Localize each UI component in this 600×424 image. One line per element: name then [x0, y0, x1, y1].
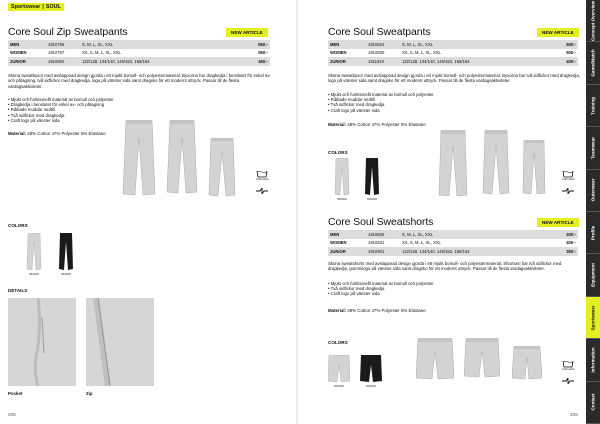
- product-description: Sköna sweatbyxor med avslappnad design gjorda i ett mjukt bomull- och polyestermaterial. Byxorna har två sidfickor med dragkedja, logo på vänster sida samt dragsko för ett modernt uttryck. Passar till de flesta vardagsaktiviteter.: [328, 73, 580, 84]
- price: 550:-: [239, 40, 270, 49]
- price: 450:-: [239, 57, 270, 66]
- size-group: MEN: [328, 40, 366, 49]
- sweatpants-grey-image: [166, 120, 198, 196]
- size-table: [8, 40, 270, 66]
- feature-item: • Mjukt och funktionellt material av bomull och polyester: [328, 92, 434, 97]
- product-image-junior: [208, 138, 236, 198]
- tab-teamwear[interactable]: [586, 127, 600, 169]
- price: 550:-: [258, 50, 268, 56]
- tab-outerwear[interactable]: [586, 170, 600, 212]
- article-number: 1910902: [46, 57, 80, 66]
- care-icon: [256, 170, 268, 181]
- size-range: S, M, L, XL, XXL: [400, 40, 549, 49]
- size-row: [328, 57, 578, 66]
- article-number: 1910624: [366, 40, 400, 49]
- product-title: Core Soul Sweatshorts: [328, 216, 434, 228]
- size-row: [328, 247, 578, 256]
- article-number: 1911910: [366, 57, 400, 66]
- size-group: WOMEN: [10, 50, 27, 56]
- product-description: Sköna sweatshorts med avslappnad design gjorda i ett mjukt bomull- och polyestermaterial. Shortsen har två sidfickor med dragkedja, gummilogo på vänster sida samt dragsko för ett modernt uttryck. Passar till de flesta vardagsaktiviteter.: [328, 261, 562, 272]
- sweatpants-grey-thumb: [334, 158, 350, 196]
- color-swatch-grey: [334, 158, 350, 201]
- color-swatch-black: [58, 233, 74, 276]
- tab-label: Sportswear: [590, 305, 596, 331]
- feature-item: • Mjukt och funktionellt material av bomull och polyester: [328, 281, 434, 286]
- craft-logo-icon: [256, 188, 268, 194]
- detail-image-pocket: [8, 298, 76, 386]
- feature-item: • Två sidfickor med dragkedja: [328, 286, 385, 292]
- material-info: [8, 131, 108, 136]
- craft-logo: [256, 188, 268, 194]
- color-code: 999000: [366, 197, 377, 201]
- size-row: [328, 230, 578, 239]
- feature-item: • Ribbade muddar nedtill: [8, 107, 55, 113]
- header-category: Sportswear: [11, 4, 41, 10]
- size-range: 122/128, 134/140, 146/152, 158/164: [400, 247, 549, 256]
- color-code: 999000: [60, 272, 71, 276]
- care-icon: [562, 170, 574, 181]
- pocket-detail-image: [8, 298, 76, 386]
- size-range: S, M, L, XL, XXL: [80, 40, 239, 49]
- color-code: 999000: [365, 384, 376, 388]
- tab-label: Outerwear: [590, 178, 596, 202]
- material-value: 48% Cotton 47% Polyester 5% Elastane: [347, 122, 426, 127]
- feature-item: • Craft logo på vänster sida: [8, 117, 60, 123]
- product-image-women: [482, 130, 510, 196]
- craft-logo-icon: [562, 188, 574, 194]
- tab-label: Game/Match: [590, 49, 596, 77]
- material-label: Material:: [8, 131, 27, 136]
- size-group: JUNIOR: [328, 57, 366, 66]
- sweatshorts-grey-image: [512, 346, 542, 380]
- product-image-women: [464, 338, 500, 378]
- article-number: 1910901: [366, 247, 400, 256]
- craft-logo-icon: [562, 378, 574, 384]
- feature-list: [8, 97, 128, 123]
- color-code: 950000: [336, 197, 347, 201]
- size-range: XS, S, M, L, XL, XXL: [82, 50, 121, 56]
- sweatpants-grey-image: [438, 130, 468, 198]
- craft-logo: [562, 188, 574, 194]
- product-image-junior: [512, 346, 542, 380]
- size-row: [328, 40, 578, 49]
- product-image-men: [438, 130, 468, 198]
- article-number: 1910767: [48, 50, 65, 56]
- article-number: 1910625: [366, 230, 400, 239]
- tab-sportswear[interactable]: [586, 297, 600, 339]
- size-range: XS, S, M, L, XL, XXL: [402, 50, 441, 56]
- price: 350:-: [549, 247, 578, 256]
- sweatpants-grey-thumb: [26, 233, 42, 271]
- tab-training[interactable]: [586, 85, 600, 127]
- material-value: 48% Cotton 47% Polyester 5% Elastane: [27, 131, 106, 136]
- tab-concept-overview[interactable]: [586, 0, 600, 42]
- product-image-junior: [522, 140, 546, 196]
- size-row: [8, 49, 270, 58]
- sweatshorts-black-thumb: [360, 355, 382, 383]
- product-image-men: [416, 338, 454, 380]
- article-number: 1910631: [368, 240, 385, 246]
- care-label: Craft wash: [562, 178, 575, 181]
- article-number: 1910630: [368, 50, 385, 56]
- price: 400:-: [549, 57, 578, 66]
- section-header: [8, 3, 64, 11]
- size-range: S, M, L, XL, XXL: [400, 230, 549, 239]
- size-row: [328, 49, 578, 58]
- section-tab-index: [586, 0, 600, 424]
- material-label: Material:: [328, 308, 347, 313]
- product-image-women: [166, 120, 198, 196]
- color-code: 950000: [28, 272, 39, 276]
- size-group: WOMEN: [330, 240, 347, 246]
- tab-profile[interactable]: [586, 212, 600, 254]
- size-row: [8, 40, 270, 49]
- header-separator: |: [42, 4, 44, 10]
- sweatpants-grey-image: [522, 140, 546, 196]
- detail-image-zip: [86, 298, 154, 386]
- product-image-men: [122, 120, 156, 198]
- care-label: Craft wash: [256, 178, 269, 181]
- sweatshorts-grey-image: [464, 338, 500, 378]
- feature-item: • Dragkedja i benslutet för enkel av- och påtagning: [8, 102, 105, 108]
- zip-detail-image: [86, 298, 154, 386]
- size-table: [328, 230, 578, 256]
- feature-list: [328, 92, 468, 113]
- size-group: WOMEN: [330, 50, 347, 56]
- feature-item: • Ribbade muddar nedtill: [328, 97, 375, 103]
- detail-caption: Zip: [86, 391, 93, 396]
- care-label: Craft wash: [562, 368, 575, 371]
- sweatshorts-grey-thumb: [328, 355, 350, 383]
- size-group: MEN: [328, 230, 366, 239]
- article-number: 1910766: [46, 40, 80, 49]
- sweatshorts-grey-image: [416, 338, 454, 380]
- wash-icon: [562, 360, 574, 368]
- size-table: [328, 40, 578, 66]
- header-subcategory: SOUL: [45, 4, 61, 10]
- color-code: 950000: [333, 384, 344, 388]
- care-icon: [562, 360, 574, 371]
- feature-item: • Craft logo på vänster sida: [328, 291, 380, 297]
- new-article-badge: NEW ARTICLE: [226, 28, 268, 37]
- wash-icon: [256, 170, 268, 178]
- page-number: 208: [8, 412, 16, 417]
- material-label: Material:: [328, 122, 347, 127]
- product-description: Sköna sweatbyxor med avslappnad design gjorda i ett mjukt bomull- och polyestermaterial. Byxorna har dragkedja i benslutet för enkel av- och påtagning, två sidfickor med dragkedja, logo på vänster sida samt dragsko för ett modernt uttryck. Passar till de flesta vardagsaktiviteter.: [8, 73, 271, 89]
- size-group: MEN: [8, 40, 46, 49]
- price: 400:-: [566, 240, 576, 246]
- feature-item: • Craft logo på vänster sida: [328, 107, 380, 113]
- right-page: [300, 0, 600, 424]
- size-row: [8, 57, 270, 66]
- product-title: Core Soul Zip Sweatpants: [8, 26, 128, 38]
- tab-equipment[interactable]: [586, 254, 600, 296]
- new-article-badge: NEW ARTICLE: [537, 218, 579, 227]
- tab-information[interactable]: [586, 339, 600, 381]
- new-article-badge: NEW ARTICLE: [537, 28, 579, 37]
- craft-logo: [562, 378, 574, 384]
- feature-item: • Två sidfickor med dragkedja: [328, 102, 385, 108]
- detail-caption: Pocket: [8, 391, 23, 396]
- color-swatch-black: [364, 158, 380, 201]
- colors-heading: COLORS: [328, 150, 348, 155]
- product-title: Core Soul Sweatpants: [328, 26, 431, 38]
- tab-contact[interactable]: [586, 382, 600, 424]
- sweatpants-grey-image: [122, 120, 156, 198]
- tab-game-match[interactable]: [586, 42, 600, 84]
- feature-item: • Två sidfickor med dragkedja: [8, 112, 65, 118]
- tab-label: Teamwear: [590, 136, 596, 159]
- size-row: [328, 239, 578, 248]
- sweatpants-black-thumb: [58, 233, 74, 271]
- tab-label: Profile: [590, 225, 596, 240]
- size-range: 122/128, 134/140, 146/152, 158/164: [80, 57, 239, 66]
- price: 400:-: [549, 230, 578, 239]
- colors-heading: COLORS: [8, 223, 28, 228]
- feature-item: • Mjukt och funktionellt material av bomull och polyester: [8, 97, 114, 102]
- wash-icon: [562, 170, 574, 178]
- tab-label: Concept Overview: [590, 0, 596, 41]
- sweatpants-grey-image: [482, 130, 510, 196]
- tab-label: Contact: [590, 393, 596, 411]
- tab-label: Equipment: [590, 263, 596, 288]
- material-info: [328, 122, 528, 127]
- left-page: [0, 0, 298, 424]
- tab-label: Training: [590, 96, 596, 115]
- page-number: 209: [570, 412, 578, 417]
- size-range: XS, S, M, L, XL, XXL: [402, 240, 441, 246]
- tab-label: Information: [590, 347, 596, 373]
- color-swatch-black: [360, 355, 382, 388]
- sweatpants-black-thumb: [364, 158, 380, 196]
- material-value: 48% Cotton 47% Polyester 5% Elastane: [347, 308, 426, 313]
- size-group: JUNIOR: [328, 247, 366, 256]
- price: 500:-: [549, 40, 578, 49]
- color-swatch-grey: [26, 233, 42, 276]
- price: 500:-: [566, 50, 576, 56]
- sweatpants-grey-image: [208, 138, 236, 198]
- color-swatch-grey: [328, 355, 350, 388]
- details-heading: DETAILS: [8, 288, 28, 293]
- size-group: JUNIOR: [8, 57, 46, 66]
- feature-list: [328, 281, 468, 297]
- size-range: 122/128, 134/140, 146/152, 158/164: [400, 57, 549, 66]
- colors-heading: COLORS: [328, 340, 348, 345]
- material-info: [328, 308, 528, 313]
